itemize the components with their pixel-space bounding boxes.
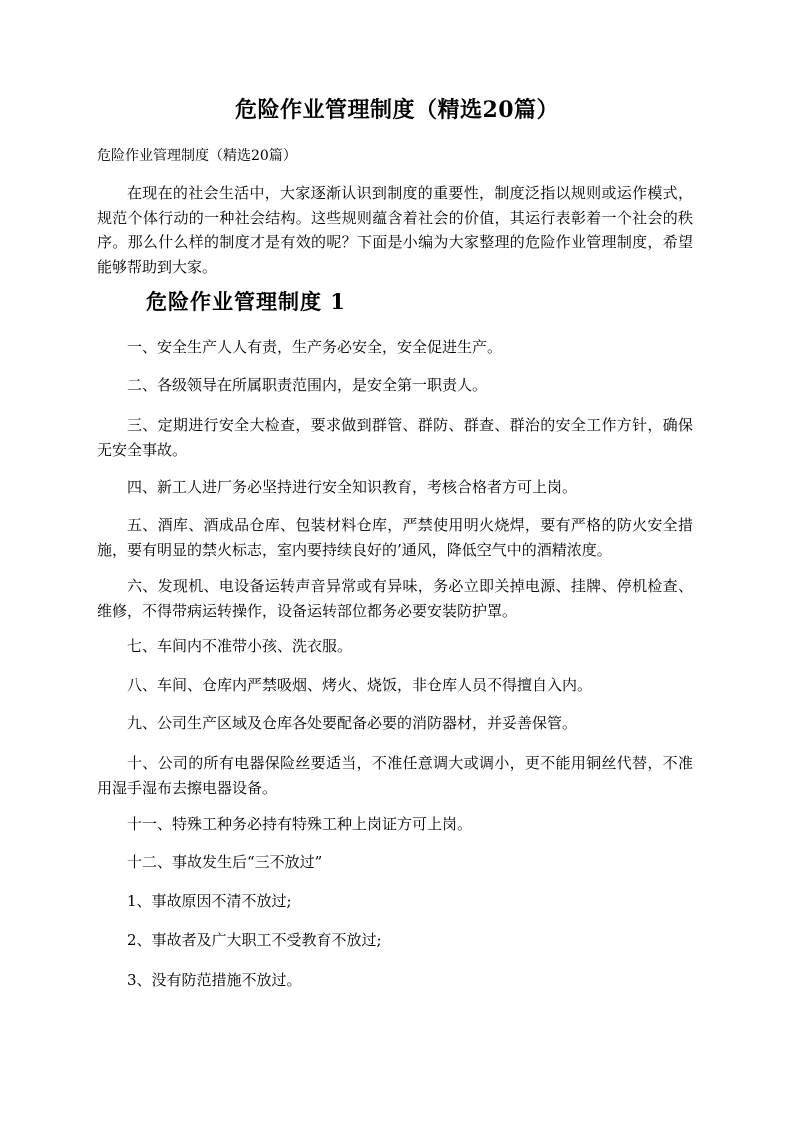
rule-item: 六、发现机、电设备运转声音异常或有异味，务必立即关掉电源、挂牌、停机检查、维修，不得带病运转操作，设备运转部位都务必要安装防护罩。	[97, 577, 693, 620]
rule-item: 七、车间内不准带小孩、洗衣服。	[127, 637, 353, 655]
rule-item: 八、车间、仓库内严禁吸烟、烤火、烧饭，非仓库人员不得擅自入内。	[127, 676, 593, 694]
intro-paragraph: 在现在的社会生活中，大家逐渐认识到制度的重要性，制度泛指以规则或运作模式，规范个体行动的一种社会结构。这些规则蕴含着社会的价值，其运行表彰着一个社会的秩序。那么什么样的制度才是有效的呢？下面是小编为大家整理的危险作业管理制度，希望能够帮助到大家。	[97, 184, 693, 276]
sub-rule-item: 2、事故者及广大职工不受教育不放过;	[127, 931, 382, 949]
rule-item: 一、安全生产人人有责，生产务必安全，安全促进生产。	[127, 338, 503, 356]
rule-item: 十一、特殊工种务必持有特殊工种上岗证方可上岗。	[127, 815, 473, 833]
rule-item: 三、定期进行安全大检查，要求做到群管、群防、群查、群治的安全工作方针，确保无安全事故。	[97, 416, 693, 459]
section-heading: 危险作业管理制度 1	[146, 289, 346, 314]
document-subtitle: 危险作业管理制度（精选20篇）	[97, 148, 297, 164]
rule-item: 四、新工人进厂务必坚持进行安全知识教育，考核合格者方可上岗。	[127, 478, 578, 496]
rule-item: 十、公司的所有电器保险丝要适当，不准任意调大或调小，更不能用铜丝代替，不准用湿手湿布去擦电器设备。	[97, 754, 693, 797]
rule-item: 五、酒库、酒成品仓库、包装材料仓库，严禁使用明火烧焊，要有严格的防火安全措施，要有明显的禁火标志，室内要持续良好的’通风，降低空气中的酒精浓度。	[97, 516, 693, 559]
rule-item: 九、公司生产区域及仓库各处要配备必要的消防器材，并妥善保管。	[127, 714, 578, 732]
rule-item: 二、各级领导在所属职责范围内，是安全第一职责人。	[127, 376, 488, 394]
document-title: 危险作业管理制度（精选20篇）	[234, 97, 560, 123]
rule-item: 十二、事故发生后“三不放过”	[127, 853, 323, 871]
sub-rule-item: 3、没有防范措施不放过。	[127, 971, 302, 989]
sub-rule-item: 1、事故原因不清不放过;	[127, 892, 292, 910]
